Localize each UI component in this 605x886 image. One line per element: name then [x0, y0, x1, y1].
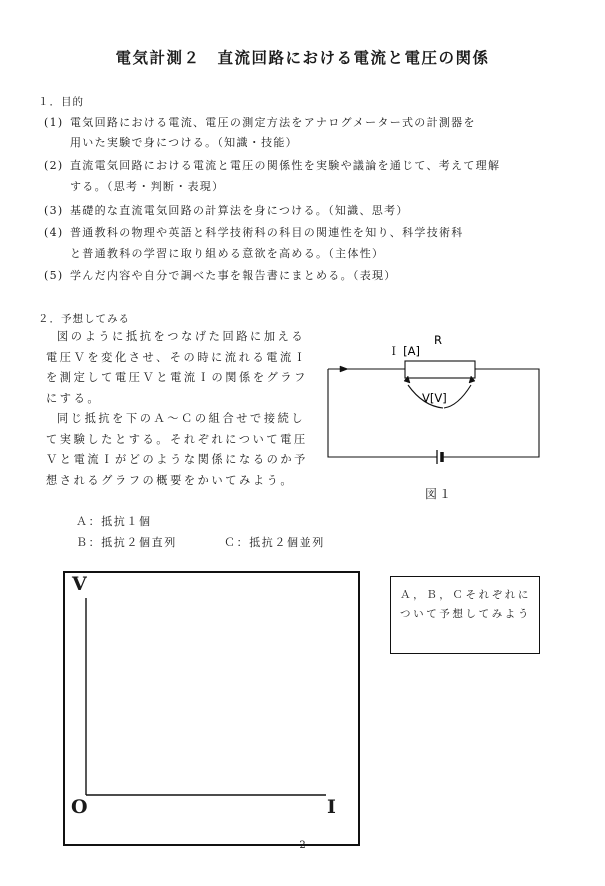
objective-text: 直流電気回路における電流と電圧の関係性を実験や議論を通じて、考えて理解 — [70, 159, 501, 172]
case-c: Ｃ：抵抗２個並列 — [224, 536, 325, 549]
resistor-label: R — [434, 333, 442, 347]
current-label: Ｉ [A] — [388, 344, 420, 358]
objective-item-4-cont: と普通教科の学習に取り組める意欲を高める。（主体性） — [70, 247, 385, 260]
objective-text: 電気回路における電流、電圧の測定方法をアナログメーター式の計測器を — [70, 116, 476, 129]
objective-num: (3) — [44, 204, 64, 217]
wire-right — [443, 369, 539, 457]
objective-item-1 — [44, 115, 476, 131]
objective-text: 普通教科の物理や英語と科学技術科の科目の関連性を知り、科学技術科 — [70, 226, 464, 239]
objective-item-2 — [44, 158, 500, 174]
objective-item-1-cont: 用いた実験で身につける。（知識・技能） — [70, 136, 298, 149]
y-axis-label: V — [72, 573, 87, 595]
x-axis-label: I — [327, 796, 336, 818]
prediction-heading: ２．予想してみる — [38, 313, 130, 325]
objective-num: (1) — [44, 116, 64, 129]
prediction-paragraph-1: 図のように抵抗をつなげた回路に加える電圧Ｖを変化させ、その時に流れる電流Ｉを測定して電圧Ｖと電流Ｉの関係をグラフにする。 — [46, 330, 308, 405]
objective-item-5 — [44, 268, 397, 284]
prediction-paragraph-2: 同じ抵抗を下のＡ～Ｃの組合せで接続して実験したとする。それぞれについて電圧Ｖと電流Ｉがどのような関係になるのか予想されるグラフの概要をかいてみよう。 — [46, 412, 308, 487]
objective-text: 基礎的な直流電気回路の計算法を身につける。（知識、思考） — [70, 204, 409, 217]
objective-num: (5) — [44, 269, 64, 282]
objective-item-4 — [44, 225, 464, 241]
note-box: Ａ，Ｂ，Ｃそれぞれについて予想してみよう — [390, 576, 540, 654]
objective-num: (2) — [44, 159, 64, 172]
case-a: Ａ：抵抗１個 — [76, 515, 152, 528]
graph-axes — [63, 571, 360, 846]
page-title: 電気計測２ 直流回路における電流と電圧の関係 — [115, 49, 490, 67]
objective-item-2-cont: する。（思考・判断・表現） — [70, 180, 225, 193]
case-b: Ｂ：抵抗２個直列 — [76, 536, 177, 549]
objective-text: 学んだ内容や自分で調べた事を報告書にまとめる。（表現） — [70, 269, 397, 282]
objective-item-3 — [44, 203, 409, 219]
origin-label: O — [71, 796, 88, 818]
prediction-body — [46, 327, 318, 491]
resistor — [405, 361, 475, 378]
objective-num: (4) — [44, 226, 64, 239]
wire-left — [328, 369, 437, 457]
current-arrow-icon — [340, 366, 348, 372]
figure-label: 図１ — [425, 487, 454, 501]
voltmeter-lead-right — [444, 385, 471, 408]
objectives-heading: １．目的 — [38, 96, 84, 108]
voltage-label: V[V] — [422, 391, 447, 405]
circuit-diagram — [318, 326, 558, 476]
page-number: 2 — [299, 840, 306, 851]
